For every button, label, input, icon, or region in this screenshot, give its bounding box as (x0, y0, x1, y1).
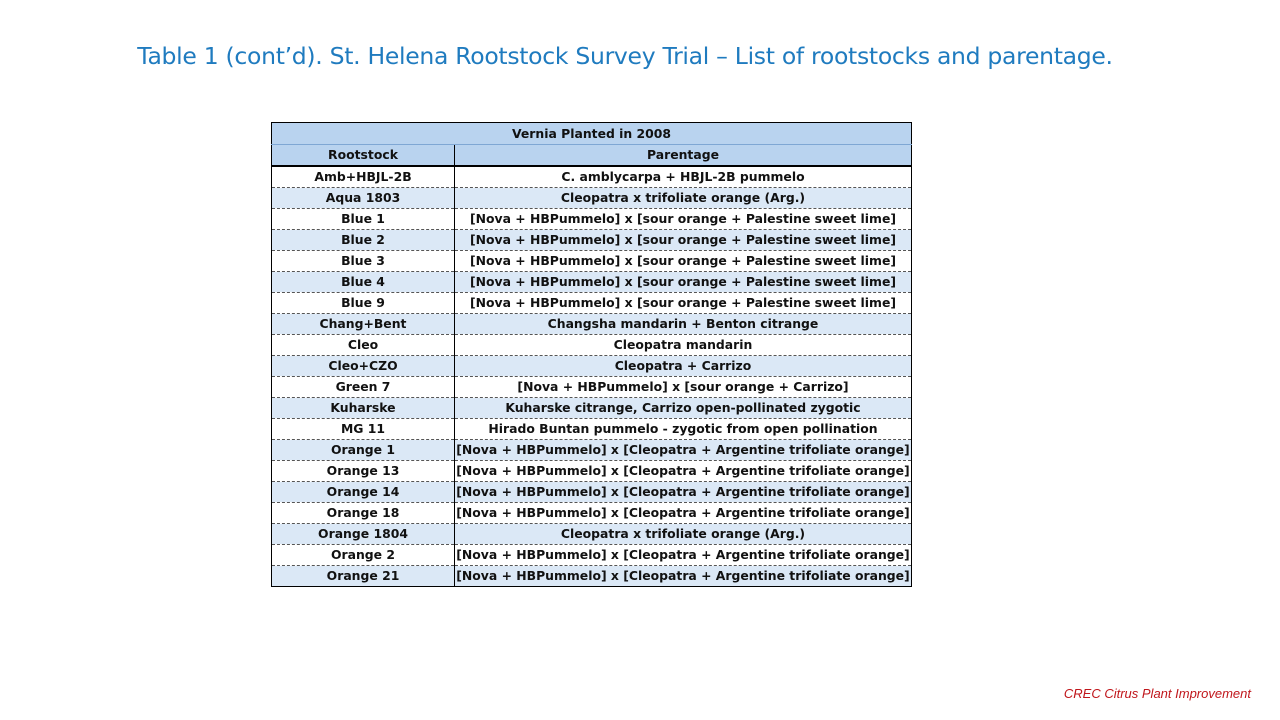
table-row (272, 272, 912, 293)
table-row (272, 398, 912, 419)
rootstock-cell: Blue 9 (272, 293, 455, 314)
table-row (272, 503, 912, 524)
parentage-cell: [Nova + HBPummelo] x [sour orange + Palestine sweet lime] (455, 251, 912, 272)
rootstock-cell: Aqua 1803 (272, 188, 455, 209)
table-row (272, 482, 912, 503)
parentage-cell: Cleopatra x trifoliate orange (Arg.) (455, 524, 912, 545)
parentage-cell: [Nova + HBPummelo] x [sour orange + Carrizo] (455, 377, 912, 398)
rootstock-table (271, 122, 912, 587)
rootstock-cell: Orange 21 (272, 566, 455, 587)
table-row (272, 356, 912, 377)
rootstock-cell: Cleo+CZO (272, 356, 455, 377)
parentage-cell: [Nova + HBPummelo] x [sour orange + Palestine sweet lime] (455, 293, 912, 314)
slide-title: Table 1 (cont’d). St. Helena Rootstock Survey Trial – List of rootstocks and parentage. (137, 42, 1113, 70)
parentage-cell: [Nova + HBPummelo] x [Cleopatra + Argentine trifoliate orange] (455, 503, 912, 524)
parentage-cell: Cleopatra + Carrizo (455, 356, 912, 377)
rootstock-cell: MG 11 (272, 419, 455, 440)
table-caption-row (272, 123, 912, 145)
rootstock-cell: Chang+Bent (272, 314, 455, 335)
rootstock-cell: Blue 4 (272, 272, 455, 293)
parentage-cell: [Nova + HBPummelo] x [sour orange + Palestine sweet lime] (455, 230, 912, 251)
parentage-cell: [Nova + HBPummelo] x [Cleopatra + Argentine trifoliate orange] (455, 566, 912, 587)
rootstock-cell: Blue 2 (272, 230, 455, 251)
rootstock-table-container (271, 122, 911, 587)
table-row (272, 545, 912, 566)
header-parentage: Parentage (455, 145, 912, 167)
table-row (272, 166, 912, 188)
rootstock-cell: Blue 3 (272, 251, 455, 272)
rootstock-cell: Orange 14 (272, 482, 455, 503)
rootstock-cell: Blue 1 (272, 209, 455, 230)
parentage-cell: Cleopatra x trifoliate orange (Arg.) (455, 188, 912, 209)
rootstock-cell: Orange 1 (272, 440, 455, 461)
table-row (272, 440, 912, 461)
table-row (272, 188, 912, 209)
table-row (272, 209, 912, 230)
rootstock-cell: Orange 13 (272, 461, 455, 482)
table-row (272, 230, 912, 251)
table-body (272, 166, 912, 587)
parentage-cell: C. amblycarpa + HBJL-2B pummelo (455, 166, 912, 188)
table-row (272, 314, 912, 335)
parentage-cell: [Nova + HBPummelo] x [sour orange + Palestine sweet lime] (455, 272, 912, 293)
parentage-cell: [Nova + HBPummelo] x [Cleopatra + Argentine trifoliate orange] (455, 461, 912, 482)
parentage-cell: [Nova + HBPummelo] x [Cleopatra + Argentine trifoliate orange] (455, 545, 912, 566)
table-row (272, 377, 912, 398)
rootstock-cell: Green 7 (272, 377, 455, 398)
table-header-row (272, 145, 912, 167)
parentage-cell: [Nova + HBPummelo] x [sour orange + Palestine sweet lime] (455, 209, 912, 230)
table-row (272, 566, 912, 587)
rootstock-cell: Cleo (272, 335, 455, 356)
rootstock-cell: Amb+HBJL-2B (272, 166, 455, 188)
table-row (272, 419, 912, 440)
table-row (272, 461, 912, 482)
parentage-cell: Kuharske citrange, Carrizo open-pollinated zygotic (455, 398, 912, 419)
parentage-cell: [Nova + HBPummelo] x [Cleopatra + Argentine trifoliate orange] (455, 440, 912, 461)
footer-credit: CREC Citrus Plant Improvement (1063, 686, 1251, 701)
table-row (272, 293, 912, 314)
rootstock-cell: Orange 18 (272, 503, 455, 524)
table-caption: Vernia Planted in 2008 (272, 123, 912, 145)
table-row (272, 251, 912, 272)
parentage-cell: Changsha mandarin + Benton citrange (455, 314, 912, 335)
rootstock-cell: Orange 2 (272, 545, 455, 566)
rootstock-cell: Orange 1804 (272, 524, 455, 545)
parentage-cell: Cleopatra mandarin (455, 335, 912, 356)
table-row (272, 335, 912, 356)
header-rootstock: Rootstock (272, 145, 455, 167)
parentage-cell: Hirado Buntan pummelo - zygotic from open pollination (455, 419, 912, 440)
table-row (272, 524, 912, 545)
rootstock-cell: Kuharske (272, 398, 455, 419)
parentage-cell: [Nova + HBPummelo] x [Cleopatra + Argentine trifoliate orange] (455, 482, 912, 503)
